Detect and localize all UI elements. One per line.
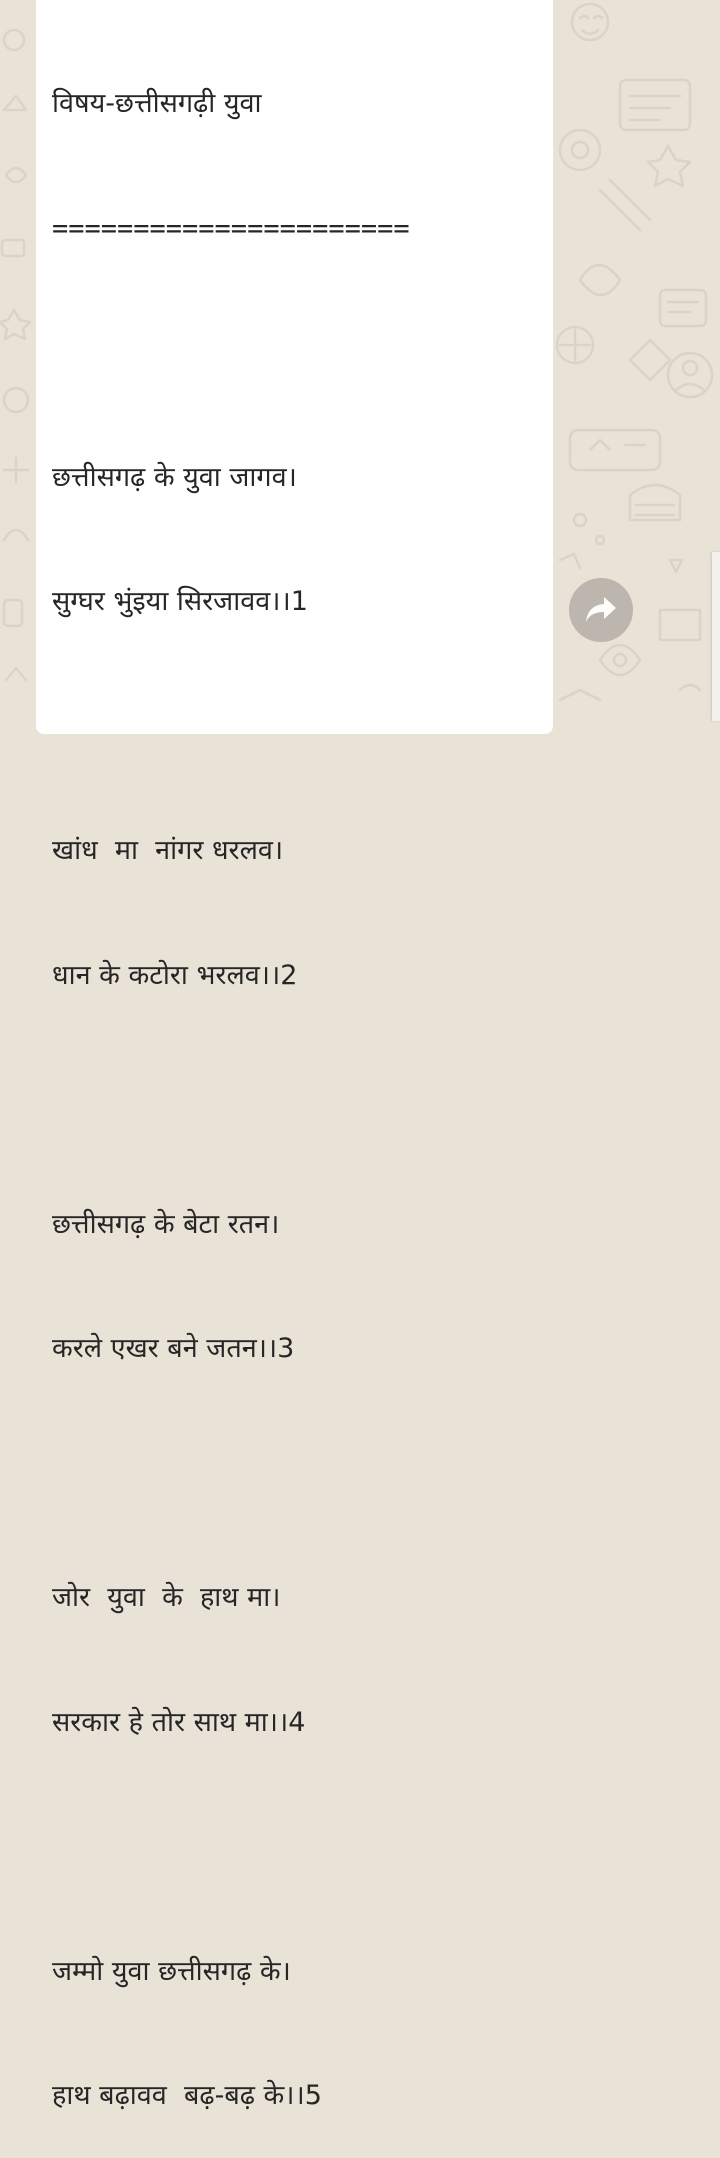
poem-line: जम्मो युवा छत्तीसगढ़ के। (52, 1955, 291, 1987)
poem-line: करले एखर बने जतन।।3 (52, 1333, 295, 1364)
blank-line (52, 706, 532, 748)
poem-title: विषय-छत्तीसगढ़ी युवा (52, 88, 262, 119)
poem-line: छत्तीसगढ़ के युवा जागव। (52, 461, 297, 493)
blank-line (52, 1079, 532, 1121)
blank-line (52, 1826, 532, 1868)
side-panel-edge (712, 552, 720, 721)
poem-line: सुग्घर भुंइया सिरजावव।।1 (52, 586, 308, 617)
poem-line: खांध मा नांगर धरलव। (52, 835, 284, 866)
blank-line (52, 332, 532, 374)
poem-line: धान के कटोरा भरलव।।2 (52, 959, 298, 991)
poem-line: जोर युवा के हाथ मा। (52, 1582, 281, 1613)
message-text (52, 0, 532, 2158)
poem-line: हाथ बढ़ावव बढ़-बढ़ के।।5 (52, 2080, 322, 2111)
poem-line: सरकार हे तोर साथ मा।।4 (52, 1706, 306, 1738)
blank-line (52, 1453, 532, 1495)
forward-arrow-icon (584, 595, 618, 625)
title-underline: ====================== (52, 212, 410, 244)
poem-line: छत्तीसगढ़ के बेटा रतन। (52, 1208, 280, 1240)
forward-button[interactable] (569, 578, 633, 642)
